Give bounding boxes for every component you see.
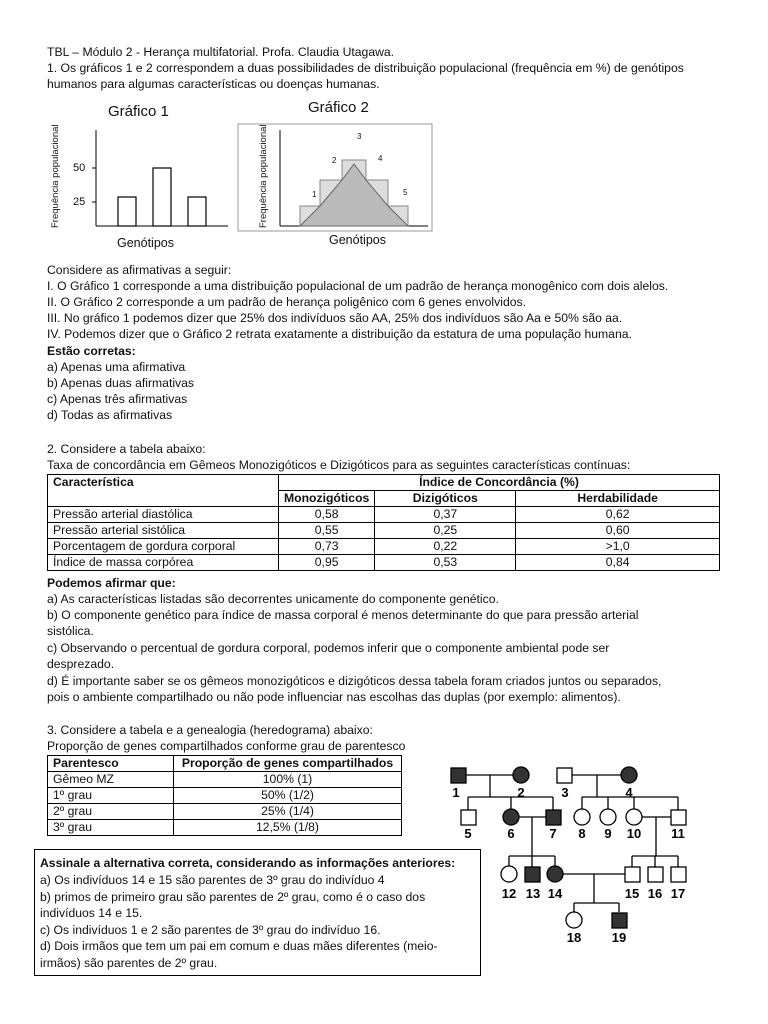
q3-option-c: c) Os indivíduos 1 e 2 são parentes de 3º grau do indivíduo 16. (40, 923, 381, 937)
chart-1-ytick-25: 25 (73, 196, 86, 208)
pedigree-individual-5 (461, 810, 476, 825)
table-cell-mz: 0,95 (279, 555, 375, 571)
pedigree-individual-4 (621, 767, 637, 783)
pedigree-individual-17 (671, 867, 686, 882)
pedigree-label-10: 10 (626, 826, 642, 841)
pedigree-label-18: 18 (566, 930, 582, 945)
pedigree-label-19: 19 (611, 930, 627, 945)
pedigree-individual-14 (547, 866, 563, 882)
pedigree-individual-3 (557, 768, 572, 783)
pedigree-individual-2 (513, 767, 529, 783)
q1-question: Estão corretas: (47, 344, 136, 358)
pedigree-label-1: 1 (452, 785, 460, 800)
pedigree-label-16: 16 (647, 886, 663, 901)
q1-option-b: b) Apenas duas afirmativas (47, 376, 195, 390)
pedigree-label-7: 7 (549, 826, 557, 841)
q3-question: Assinale a alternativa correta, considerando as informações anteriores: (40, 856, 456, 870)
pedigree-label-11: 11 (671, 826, 685, 841)
pedigree-label-8: 8 (578, 826, 586, 841)
q2-caption: Taxa de concordância em Gêmeos Monozigóticos e Dizigóticos para as seguintes características contínuas: (47, 458, 631, 472)
pedigree-label-4: 4 (625, 785, 633, 800)
table-cell-dz: 0,53 (375, 555, 516, 571)
chart-2-xlabel: Genótipos (329, 233, 386, 247)
kinship-cell-prop: 12,5% (1/8) (174, 820, 402, 836)
q3-option-d-cont: irmãos) são parentes de 2º grau. (40, 956, 218, 970)
q1-stem-line1: 1. Os gráficos 1 e 2 correspondem a duas possibilidades de distribuição populacional (frequência em %) de genótipos (47, 61, 684, 75)
q1-statement-2: II. O Gráfico 2 corresponde a um padrão de herança poligênico com 6 genes envolvidos. (47, 295, 526, 309)
table-head-h: Herdabilidade (516, 491, 720, 507)
q1-option-d: d) Todas as afirmativas (47, 408, 173, 422)
table-cell-mz: 0,58 (279, 507, 375, 523)
pedigree-individual-9 (600, 809, 616, 825)
q1-statement-4: IV. Podemos dizer que o Gráfico 2 retrata exatamente a distribuição da estatura de uma população humana. (47, 327, 632, 341)
q2-option-d: d) É importante saber se os gêmeos monozigóticos e dizigóticos dessa tabela foram criados juntos ou separados, (47, 674, 662, 688)
pedigree-individual-18 (566, 912, 582, 928)
document-header: TBL – Módulo 2 - Herança multifatorial. Profa. Claudia Utagawa. (47, 45, 395, 59)
q2-option-a: a) As características listadas são decorrentes unicamente do componente genético. (47, 592, 499, 606)
pedigree-individual-13 (525, 867, 540, 882)
chart-2-bar-number-2: 2 (332, 156, 337, 165)
pedigree-individual-12 (501, 866, 517, 882)
chart-1-xlabel: Genótipos (117, 236, 174, 250)
table-cell-name: Índice de massa corpórea (48, 555, 279, 571)
pedigree-individual-1 (451, 768, 466, 783)
q2-option-b-cont: sistólica. (47, 624, 94, 638)
table-cell-name: Porcentagem de gordura corporal (48, 539, 279, 555)
kinship-cell-rel: 3º grau (48, 820, 174, 836)
table-cell-mz: 0,55 (279, 523, 375, 539)
pedigree-individual-10 (626, 809, 642, 825)
pedigree-label-13: 13 (525, 886, 541, 901)
pedigree-label-9: 9 (604, 826, 612, 841)
chart-2-ylabel: Frequência populacional (258, 124, 269, 228)
pedigree-individual-19 (612, 913, 627, 928)
kinship-cell-prop: 50% (1/2) (174, 788, 402, 804)
table-cell-mz: 0,73 (279, 539, 375, 555)
q3-option-b: b) primos de primeiro grau são parentes de 2º grau, como é o caso dos (40, 890, 426, 904)
pedigree-individual-16 (648, 867, 663, 882)
kinship-cell-rel: 1º grau (48, 788, 174, 804)
pedigree-label-3: 3 (561, 785, 569, 800)
kinship-cell-rel: Gêmeo MZ (48, 772, 174, 788)
pedigree-individual-15 (625, 867, 640, 882)
q1-stem-line2: humanos para algumas características ou doenças humanas. (47, 77, 380, 91)
q2-option-d-cont: pois o ambiente compartilhado ou não pode influenciar nas escolhas das duplas (por exemplo: alimentos). (47, 690, 621, 704)
q1-option-c: c) Apenas três afirmativas (47, 392, 188, 406)
pedigree-label-6: 6 (507, 826, 515, 841)
table-head-characteristic: Característica (48, 475, 279, 491)
q2-option-c-cont: desprezado. (47, 657, 115, 671)
chart-2-bar-number-5: 5 (403, 188, 408, 197)
chart-2-title: Gráfico 2 (308, 99, 369, 116)
pedigree-label-17: 17 (670, 886, 686, 901)
chart-1-title: Gráfico 1 (108, 103, 169, 120)
kinship-cell-prop: 25% (1/4) (174, 804, 402, 820)
q2-option-c: c) Observando o percentual de gordura corporal, podemos inferir que o componente ambiental pode ser (47, 641, 610, 655)
chart-2-bar-number-1: 1 (312, 190, 317, 199)
table-cell-dz: 0,37 (375, 507, 516, 523)
pedigree-label-12: 12 (501, 886, 517, 901)
table-head-index: Índice de Concordância (%) (279, 475, 720, 491)
q2-stem: 2. Considere a tabela abaixo: (47, 442, 206, 456)
pedigree-individual-11 (671, 810, 686, 825)
pedigree-label-14: 14 (547, 886, 563, 901)
table-head-dz: Dizigóticos (375, 491, 516, 507)
q2-option-b: b) O componente genético para índice de massa corporal é menos determinante do que para pressão arterial (47, 608, 639, 622)
pedigree-label-2: 2 (517, 785, 525, 800)
kinship-head-prop: Proporção de genes compartilhados (174, 756, 402, 772)
table-cell-h: 0,84 (516, 555, 720, 571)
table-cell-h: 0,60 (516, 523, 720, 539)
pedigree-individual-7 (546, 810, 561, 825)
pedigree-label-5: 5 (464, 826, 472, 841)
q3-caption: Proporção de genes compartilhados conforme grau de parentesco (47, 739, 406, 753)
q1-option-a: a) Apenas uma afirmativa (47, 360, 186, 374)
q1-statement-1: I. O Gráfico 1 corresponde a uma distribuição populacional de um padrão de herança monogênico com dois alelos. (47, 279, 669, 293)
kinship-head-rel: Parentesco (48, 756, 174, 772)
q1-intro: Considere as afirmativas a seguir: (47, 263, 232, 277)
table-cell-name: Pressão arterial sistólica (48, 523, 279, 539)
q3-option-a: a) Os indivíduos 14 e 15 são parentes de 3º grau do indivíduo 4 (40, 873, 385, 887)
kinship-cell-prop: 100% (1) (174, 772, 402, 788)
table-cell-dz: 0,22 (375, 539, 516, 555)
chart-1-ylabel: Frequência populacional (50, 124, 61, 228)
table-cell-h: 0,62 (516, 507, 720, 523)
pedigree-individual-6 (503, 809, 519, 825)
chart-2-bar-number-4: 4 (378, 154, 383, 163)
q2-question: Podemos afirmar que: (47, 576, 176, 590)
chart-1-ytick-50: 50 (73, 162, 86, 174)
table-cell-h: >1,0 (516, 539, 720, 555)
kinship-cell-rel: 2º grau (48, 804, 174, 820)
q3-option-b-cont: indivíduos 14 e 15. (40, 906, 143, 920)
q3-stem: 3. Considere a tabela e a genealogia (heredograma) abaixo: (47, 723, 373, 737)
q3-option-d: d) Dois irmãos que tem um pai em comum e duas mães diferentes (meio- (40, 939, 438, 953)
table-cell-dz: 0,25 (375, 523, 516, 539)
pedigree-individual-8 (574, 809, 590, 825)
q1-statement-3: III. No gráfico 1 podemos dizer que 25% dos indivíduos são AA, 25% dos indivíduos são Aa e 50% são aa. (47, 311, 623, 325)
table-head-mz: Monozigóticos (279, 491, 375, 507)
pedigree-label-15: 15 (624, 886, 640, 901)
table-cell-name: Pressão arterial diastólica (48, 507, 279, 523)
chart-2-bar-number-3: 3 (357, 132, 362, 141)
